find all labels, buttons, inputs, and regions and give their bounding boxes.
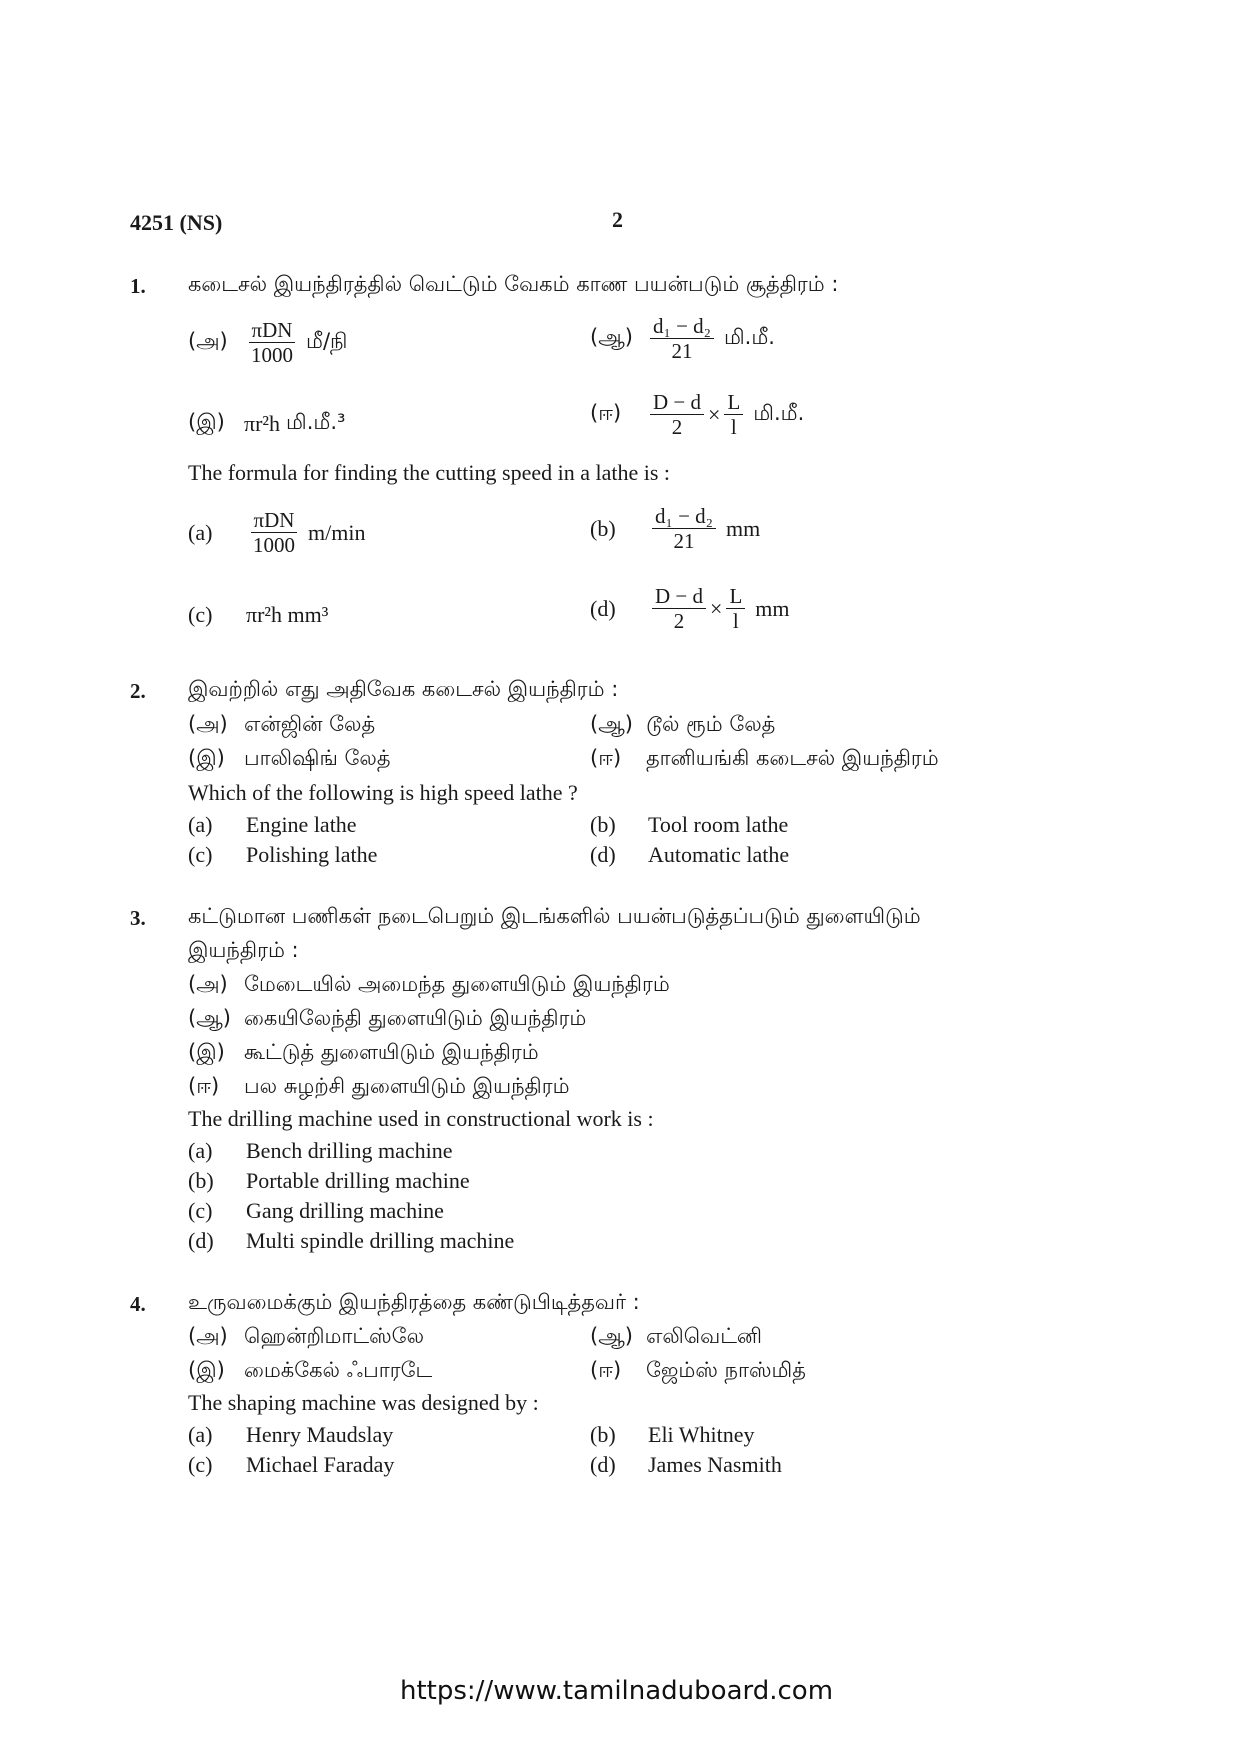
option-text: Engine lathe	[246, 812, 357, 837]
option-label: (d)	[590, 1452, 616, 1477]
question-text-tamil: கடைசல் இயந்திரத்தில் வெட்டும் வேகம் காண பயன்படும் சூத்திரம் :	[188, 272, 839, 296]
option-text: Henry Maudslay	[246, 1422, 394, 1447]
option-tamil-c	[188, 1358, 432, 1385]
fraction	[650, 314, 714, 363]
option-text: ஜேம்ஸ் நாஸ்மித்	[646, 1358, 806, 1382]
option-english-b	[188, 1168, 470, 1194]
option-tamil-a	[188, 712, 375, 739]
option-text: டூல் ரூம் லேத்	[646, 712, 776, 736]
option-label: (ஆ)	[590, 712, 633, 736]
fraction	[650, 390, 704, 439]
question-number: 2.	[130, 679, 146, 703]
option-text: Multi spindle drilling machine	[246, 1228, 515, 1253]
question-text-english: The formula for finding the cutting speed in a lathe is :	[188, 460, 671, 485]
option-label: (ஈ)	[188, 1074, 220, 1098]
option-text: James Nasmith	[648, 1452, 782, 1477]
option-text: Portable drilling machine	[246, 1168, 470, 1193]
question-text-english: Which of the following is high speed lathe ?	[188, 780, 578, 805]
option-text: Tool room lathe	[648, 812, 789, 837]
option-english-a	[188, 812, 357, 838]
question-text-english: The drilling machine used in constructional work is :	[188, 1106, 654, 1131]
unit: mm	[755, 595, 790, 621]
numerator: πDN	[249, 318, 296, 343]
option-text: மேடையில் அமைந்த துளையிடும் இயந்திரம்	[244, 972, 670, 996]
denominator: 21	[671, 339, 693, 364]
denominator: 2	[671, 415, 683, 440]
option-tamil-b	[590, 1324, 762, 1351]
option-english-a	[188, 508, 365, 557]
fraction	[726, 584, 745, 633]
option-label: (c)	[188, 842, 213, 867]
option-tamil-c	[188, 1040, 539, 1067]
unit: m/min	[308, 519, 366, 545]
multiply-sign: ×	[710, 595, 723, 621]
option-tamil-c	[188, 410, 345, 437]
option-text: என்ஜின் லேத்	[244, 712, 376, 736]
multiply-sign: ×	[708, 401, 721, 427]
denominator: 21	[673, 529, 695, 554]
fraction	[652, 584, 706, 633]
option-label: (அ)	[188, 712, 228, 736]
option-label: (ஆ)	[590, 1324, 633, 1348]
question-text-tamil: உருவமைக்கும் இயந்திரத்தை கண்டுபிடித்தவர் :	[188, 1290, 640, 1314]
option-label: (இ)	[188, 410, 225, 434]
option-label: (ஆ)	[188, 1006, 231, 1030]
option-english-d	[188, 1228, 514, 1254]
option-text: மைக்கேல் ஃபாரடே	[244, 1358, 433, 1382]
option-text: பாலிஷிங் லேத்	[244, 746, 391, 770]
option-text: ஹென்றிமாட்ஸ்லே	[244, 1324, 424, 1348]
numerator: D − d	[652, 584, 706, 609]
question-text-tamil: கட்டுமான பணிகள் நடைபெறும் இடங்களில் பயன்படுத்தப்படும் துளையிடும்	[188, 904, 921, 928]
option-label: (d)	[590, 842, 616, 867]
option-english-c	[188, 602, 328, 628]
footer-url-link[interactable]: https://www.tamilnaduboard.com	[400, 1676, 834, 1706]
option-label: (அ)	[188, 1324, 228, 1348]
fraction	[250, 508, 298, 557]
option-label: (இ)	[188, 1040, 225, 1064]
paper-code: 4251 (NS)	[130, 210, 223, 235]
denominator: l	[730, 415, 737, 440]
option-tamil-b	[590, 712, 775, 739]
option-english-d	[590, 842, 789, 868]
option-tamil-a	[188, 972, 670, 999]
option-tamil-d	[590, 1358, 806, 1385]
option-label: (c)	[188, 1452, 213, 1477]
question-text-tamil: இவற்றில் எது அதிவேக கடைசல் இயந்திரம் :	[188, 677, 619, 701]
numerator: L	[726, 584, 745, 609]
option-text: Michael Faraday	[246, 1452, 395, 1477]
option-english-a	[188, 1422, 393, 1448]
option-english-a	[188, 1138, 453, 1164]
option-text: Polishing lathe	[246, 842, 378, 867]
option-label: (b)	[188, 1168, 214, 1193]
numerator: D − d	[650, 390, 704, 415]
option-english-b	[590, 504, 760, 553]
option-label: (ஈ)	[590, 401, 622, 426]
expression: πr²h	[244, 410, 281, 436]
option-label: (b)	[590, 515, 616, 541]
option-english-b	[590, 812, 788, 838]
option-english-d	[590, 1452, 782, 1478]
unit: மி.மீ.	[753, 401, 805, 426]
option-text: கையிலேந்தி துளையிடும் இயந்திரம்	[244, 1006, 587, 1030]
numerator: L	[724, 390, 743, 415]
option-tamil-d	[188, 1074, 570, 1101]
denominator: 2	[673, 609, 685, 634]
denominator: l	[732, 609, 739, 634]
option-label: (இ)	[188, 746, 225, 770]
numerator: d₁ − d₂	[650, 314, 714, 339]
option-label: (d)	[188, 1228, 214, 1253]
option-tamil-b	[590, 314, 775, 363]
option-tamil-d	[590, 746, 939, 773]
option-label: (a)	[188, 1422, 213, 1447]
option-english-c	[188, 1198, 444, 1224]
option-tamil-c	[188, 746, 391, 773]
option-label: (இ)	[188, 1358, 225, 1382]
option-label: (ஆ)	[590, 325, 633, 350]
option-text: கூட்டுத் துளையிடும் இயந்திரம்	[244, 1040, 539, 1064]
option-tamil-b	[188, 1006, 586, 1033]
option-text: தானியங்கி கடைசல் இயந்திரம்	[646, 746, 939, 770]
option-label: (c)	[188, 1198, 213, 1223]
option-tamil-a	[188, 1324, 424, 1351]
option-tamil-d	[590, 390, 804, 439]
option-english-c	[188, 1452, 394, 1478]
option-text: Gang drilling machine	[246, 1198, 444, 1223]
option-label: (b)	[590, 1422, 616, 1447]
option-label: (ஈ)	[590, 1358, 622, 1382]
option-label: (a)	[188, 1138, 213, 1163]
question-number: 3.	[130, 906, 146, 930]
fraction	[652, 504, 716, 553]
option-label: (a)	[188, 519, 213, 545]
option-english-c	[188, 842, 377, 868]
option-tamil-a	[188, 318, 347, 367]
expression: πr²h mm³	[246, 602, 329, 627]
unit: mm	[726, 515, 761, 541]
question-text-tamil-cont: இயந்திரம் :	[188, 938, 299, 962]
option-text: பல சுழற்சி துளையிடும் இயந்திரம்	[244, 1074, 570, 1098]
question-text-english: The shaping machine was designed by :	[188, 1390, 539, 1415]
option-english-b	[590, 1422, 755, 1448]
option-label: (அ)	[188, 972, 228, 996]
option-label: (b)	[590, 812, 616, 837]
fraction	[248, 318, 296, 367]
fraction	[724, 390, 743, 439]
option-text: Eli Whitney	[648, 1422, 755, 1447]
numerator: πDN	[251, 508, 298, 533]
option-text: Automatic lathe	[648, 842, 790, 867]
unit: மி.மீ.	[724, 325, 775, 350]
unit: மீ/நி	[306, 329, 348, 354]
option-english-d	[590, 584, 790, 633]
page-number: 2	[612, 207, 623, 232]
option-text: எலிவெட்னி	[646, 1324, 763, 1348]
numerator: d₁ − d₂	[652, 504, 716, 529]
denominator: 1000	[251, 343, 293, 368]
option-label: (ஈ)	[590, 746, 622, 770]
question-number: 4.	[130, 1292, 146, 1316]
option-label: (அ)	[188, 329, 228, 354]
option-label: (a)	[188, 812, 213, 837]
option-label: (c)	[188, 602, 213, 627]
option-text: Bench drilling machine	[246, 1138, 453, 1163]
option-label: (d)	[590, 595, 616, 621]
denominator: 1000	[253, 533, 295, 558]
unit: மி.மீ.³	[286, 410, 346, 434]
question-number: 1.	[130, 274, 146, 298]
